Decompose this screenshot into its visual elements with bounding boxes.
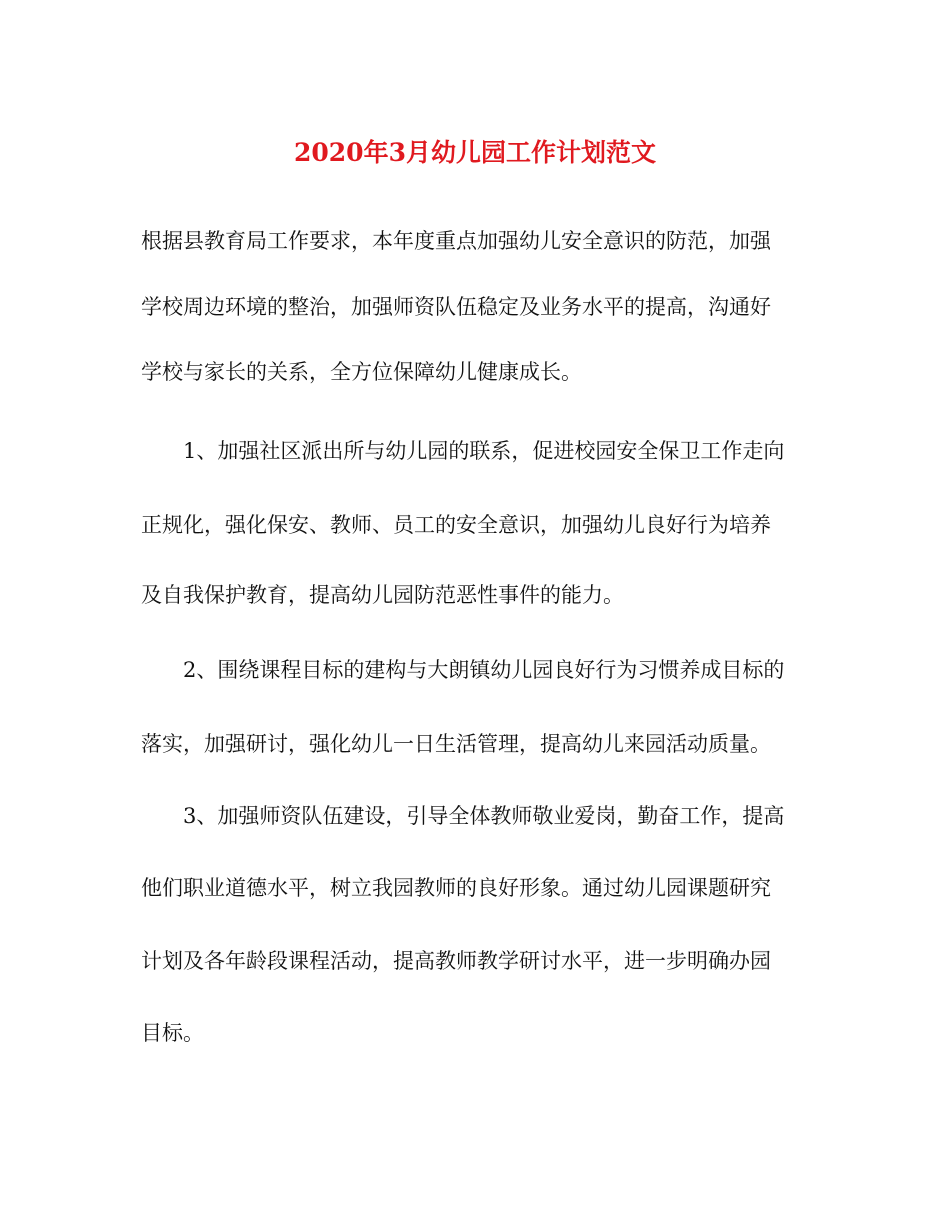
body-line-1: 根据县教育局工作要求，本年度重点加强幼儿安全意识的防范，加强 [141, 229, 771, 253]
body-line-9: 3、加强师资队伍建设，引导全体教师敬业爱岗，勤奋工作，提高 [183, 804, 785, 828]
body-line-5: 正规化，强化保安、教师、员工的安全意识，加强幼儿良好行为培养 [141, 513, 771, 537]
body-line-8: 落实，加强研讨，强化幼儿一日生活管理，提高幼儿来园活动质量。 [141, 732, 771, 756]
body-line-11: 计划及各年龄段课程活动，提高教师教学研讨水平，进一步明确办园 [141, 949, 771, 973]
page-title: 2020年3月幼儿园工作计划范文 [294, 138, 656, 167]
body-line-10: 他们职业道德水平，树立我园教师的良好形象。通过幼儿园课题研究 [141, 876, 771, 900]
body-line-4: 1、加强社区派出所与幼儿园的联系，促进校园安全保卫工作走向 [183, 439, 785, 463]
body-line-2: 学校周边环境的整治，加强师资队伍稳定及业务水平的提高，沟通好 [141, 295, 771, 319]
body-line-12: 目标。 [141, 1021, 204, 1045]
body-line-6: 及自我保护教育，提高幼儿园防范恶性事件的能力。 [141, 583, 624, 607]
body-line-3: 学校与家长的关系，全方位保障幼儿健康成长。 [141, 360, 582, 384]
body-line-7: 2、围绕课程目标的建构与大朗镇幼儿园良好行为习惯养成目标的 [183, 658, 785, 682]
